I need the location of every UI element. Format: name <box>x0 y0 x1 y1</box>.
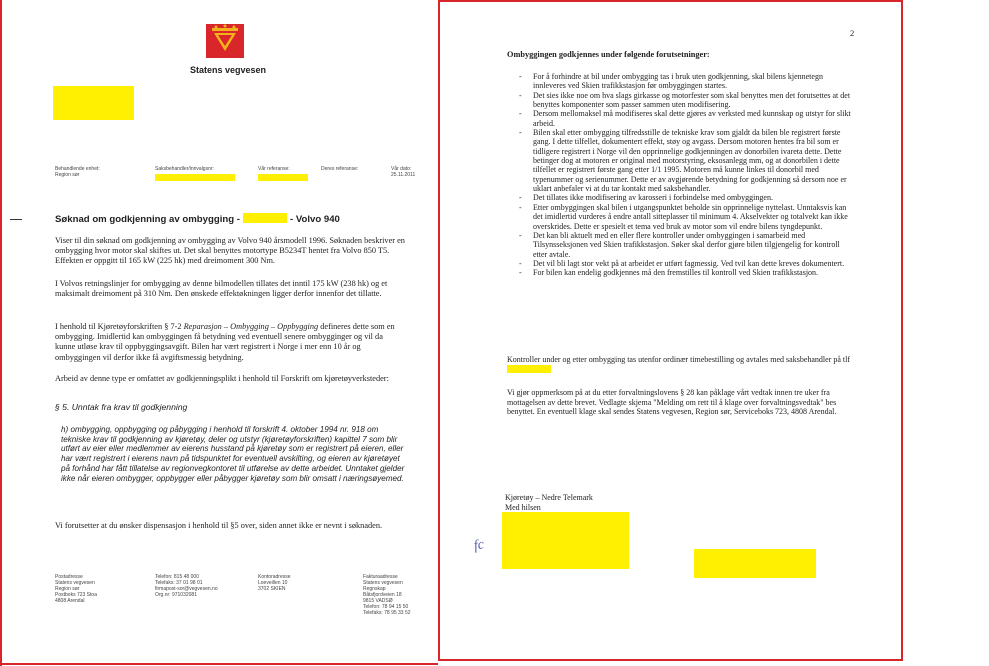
page-2 <box>438 0 903 661</box>
condition-item: - For å forhindre at bil under ombygging tas i bruk uten godkjenning, skal bilens kjennetegn innleveres ved Skien trafikkstasjon før ombyggingen startes. <box>507 72 852 91</box>
condition-item: - Etter ombyggingen skal bilen i utgangspunktet beholde sin opprinnelige nyttelast. Unntaksvis kan det imidlertid vurderes å endre antall sitteplasser til minimum 4. Akselvekter og totalvekt kan ikke overskrides. Dette er spesielt et tema ved bruk av motor som vil endre bilens tyngdepunkt. <box>507 203 852 231</box>
page-1 <box>0 0 438 666</box>
paragraph-2: I Volvos retningslinjer for ombygging av denne bilmodellen tillates det inntil 175 kW (238 hk) og et maksimalt dreimoment på 310 Nm. Den ønskede effektøkningen ligger derfor innenfor det tillatte. <box>55 279 388 299</box>
condition-item: - Bilen skal etter ombygging tilfredsstille de tekniske krav som gjaldt da bilen ble registrert første gang. I dette tilfellet, dokumentert effekt, støy og avgass. Dersom motoren hentes fra bil som er tidligere registrert i Norge vil den opprinnelige godkjenningen av donorbilen ivareta dette. Dette betinger dog at motoren er original med motorstyring, eksosanlegg mm, og at donorbilen i dette tilfellet er registrert første gang etter 1/1 1995. Motoren må kunne linkes til donorbil med typenummer og serienummer. Dette er av avgjørende betydning for godkjenning så dersom noe er uklart anbefaler vi at du tar kontakt med saksbehandler. <box>507 128 852 193</box>
condition-item: - Det tillates ikke modifisering av karosseri i forbindelse med ombyggingen. <box>507 193 852 202</box>
meta-our-date: Vår dato: 25.11.2011 <box>391 166 416 178</box>
meta-our-reference: Vår referanse: <box>258 166 290 172</box>
statens-vegvesen-logo-icon <box>206 24 244 58</box>
footer-contact: Telefon: 815 48 000 Telefaks: 37 01 98 01 firmapost-sor@vegvesen.no Org.nr: 971032081 <box>155 574 218 598</box>
unit-name: Kjøretøy – Nedre Telemark <box>505 493 593 502</box>
footer-postal-address: Postadresse Statens vegvesen Region sør Postboks 723 Stoa 4808 Arendal <box>55 574 97 604</box>
footer-billing-address: Fakturaadresse Statens vegvesen Regnskap Båtsfjordveien 18 9815 VADSØ Telefon: 78 94 15 50 Telefaks: 78 95 33 52 <box>363 574 411 616</box>
condition-item: - Dersom mellomaksel må modifiseres skal dette gjøres av verksted med kunnskap og utstyr for slikt arbeid. <box>507 109 852 128</box>
signature-mark: fc <box>472 537 486 554</box>
control-text: Kontroller under og etter ombygging tas utenfor ordinær timebestilling og avtales med saksbehandler på tlf <box>507 355 852 374</box>
recipient-redaction <box>53 86 134 120</box>
owner-name-redaction <box>243 213 287 223</box>
case-handler-redaction <box>155 174 235 181</box>
footer-office-address: Kontoradresse Loeveillen 10 3702 SKIEN <box>258 574 291 592</box>
letter-title: Søknad om godkjenning av ombygging - - Volvo 940 <box>55 214 340 225</box>
paragraph-5: Vi forutsetter at du ønsker dispensasjon i henhold til §5 over, siden annet ikke er nevnt i søknaden. <box>55 521 383 530</box>
condition-item: - For bilen kan endelig godkjennes må den fremstilles til kontroll ved Skien trafikkstasjon. <box>507 268 852 277</box>
greeting: Med hilsen <box>505 503 541 512</box>
page-1-border-bottom <box>0 663 438 665</box>
section-heading: § 5. Unntak fra krav til godkjenning <box>55 402 188 412</box>
meta-case-handler: Saksbehandler/innvalgsnr: <box>155 166 214 172</box>
signature-redaction-2 <box>694 549 816 578</box>
org-name: Statens vegvesen <box>189 65 267 75</box>
our-reference-redaction <box>258 174 308 181</box>
paragraph-4: Arbeid av denne type er omfattet av godkjenningsplikt i henhold til Forskrift om kjøretøyverksteder: <box>55 374 389 383</box>
regulation-quote: h) ombygging, oppbygging og påbygging i henhold til forskrift 4. oktober 1994 nr. 918 om tekniske krav til godkjenning av kjøretøy, deler og utstyr (kjøretøyforskriften) kapittel 7 som blir utført av eier eller medlemmer av eierens husstand på kjøretøy som er registrert på eieren, eller har vært registrert i eierens navn på tidspunktet for eventuell avskilting, og eieren av kjøretøyet på forhånd har fått tillatelse av regionvegkontoret til utførelse av dette arbeidet. Unntaket gjelder ikke når eieren ombygger, oppbygger eller påbygger kjøretøy som blir omsatt i næringsøyemed. <box>61 425 405 483</box>
meta-your-reference: Deres referanse: <box>321 166 359 172</box>
condition-item: - Det kan bli aktuelt med en eller flere kontroller under ombyggingen i samarbeid med Tilsynsseksjonen ved Skien trafikkstasjon. Søker skal derfor gjøre bilen tilgjengelig for kontroll etter avtale. <box>507 231 852 259</box>
complaint-notice: Vi gjør oppmerksom på at du etter forvaltningslovens § 28 kan påklage vårt vedtak innen tre uker fra mottagelsen av dette brevet. Vedlagte skjema "Melding om rett til å klage over forvaltningsvedtak" bes benyttet. En eventuell klage skal sendes Statens vegvesen, Region sør, Serviceboks 723, 4808 Arendal. <box>507 388 837 417</box>
paragraph-1: Viser til din søknad om godkjenning av ombygging av Volvo 940 årsmodell 1996. Søknaden beskriver en ombygging hvor motor skal skiftes ut. Det skal benyttes motortype B5234T hentet fra Volvo 850 T5. Effekten er oppgitt til 165 kW (225 hk) med dreimoment 300 Nm. <box>55 236 405 266</box>
signature-redaction-1 <box>502 512 629 569</box>
condition-item: - Det vil bli lagt stor vekt på at arbeidet er utført fagmessig. Ved tvil kan dette kreves dokumentert. <box>507 259 852 268</box>
meta-handling-unit: Behandlende enhet: Region sør <box>55 166 100 178</box>
paragraph-3: I henhold til Kjøretøyforskriften § 7-2 Reparasjon – Ombygging – Oppbygging defineres dette som en ombygging. Imidlertid kan ombyggingen få betydning ved eventuell senere ombygginger og vil da kunne utløse krav til oppbyggingsavgift. Bilen har vært registrert i Norge i mer enn 10 år og ombyggingen vil derfor ikke få avgiftsmessig betydning. <box>55 322 395 362</box>
page-1-border-left <box>0 0 2 666</box>
condition-item: - Det sies ikke noe om hva slags girkasse og motorfester som skal benyttes men det forutsettes at det benyttes komponenter som passer sammen uten modifisering. <box>507 91 852 110</box>
phone-redaction <box>507 365 551 373</box>
conditions-list <box>507 72 852 278</box>
fold-mark <box>10 219 22 220</box>
conditions-heading: Ombyggingen godkjennes under følgende forutsetninger: <box>507 50 710 59</box>
page-number: 2 <box>850 28 855 38</box>
